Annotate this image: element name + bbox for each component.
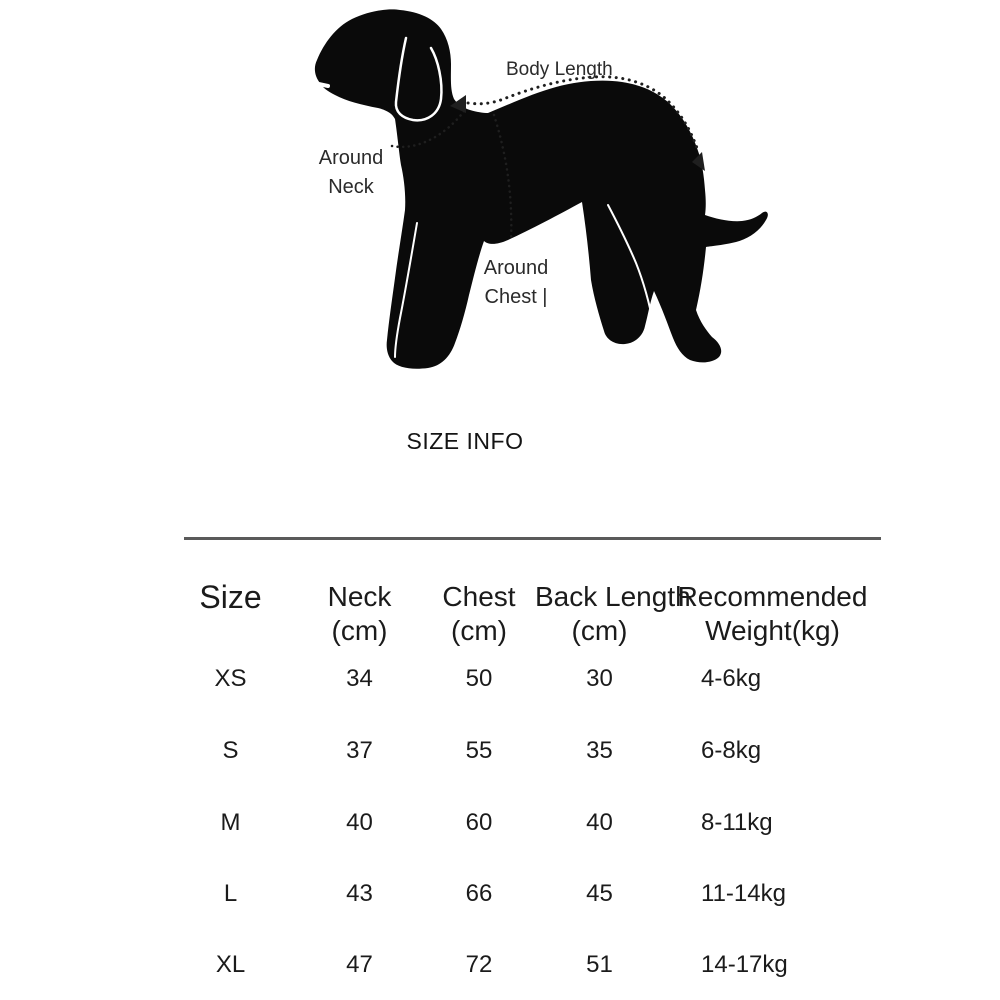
header-neck: Neck (cm) bbox=[327, 581, 392, 646]
table-row-s bbox=[183, 736, 881, 766]
cell-neck: 37 bbox=[346, 737, 373, 764]
size-table bbox=[183, 0, 881, 1000]
table-row-l bbox=[183, 879, 881, 909]
cell-size: M bbox=[220, 809, 241, 836]
cell-size: S bbox=[222, 737, 239, 764]
cell-weight: 6-8kg bbox=[701, 737, 762, 764]
cell-chest: 55 bbox=[465, 737, 493, 764]
cell-weight: 8-11kg bbox=[701, 809, 773, 836]
cell-neck: 43 bbox=[346, 880, 373, 907]
header-recommended-weight: Recommended Weight(kg) bbox=[677, 581, 868, 646]
cell-neck: 40 bbox=[346, 809, 373, 836]
around-chest-label-line2: Chest | bbox=[484, 286, 548, 308]
table-row-m bbox=[183, 808, 881, 838]
cell-size: XL bbox=[215, 951, 246, 978]
around-neck-label-line1: Around bbox=[318, 147, 384, 169]
cell-back-length: 30 bbox=[586, 665, 613, 692]
table-header-row bbox=[183, 580, 881, 648]
cell-chest: 72 bbox=[465, 951, 493, 978]
cell-back-length: 51 bbox=[586, 951, 613, 978]
header-size: Size bbox=[199, 579, 262, 615]
cell-back-length: 45 bbox=[586, 880, 613, 907]
cell-weight: 14-17kg bbox=[701, 951, 788, 978]
header-chest: Chest (cm) bbox=[442, 581, 516, 646]
header-back-length: Back Length (cm) bbox=[535, 581, 691, 646]
around-chest-label-line1: Around bbox=[483, 257, 549, 279]
around-neck-label-line2: Neck bbox=[328, 176, 374, 198]
cell-chest: 50 bbox=[465, 665, 493, 692]
cell-neck: 47 bbox=[346, 951, 373, 978]
size-info-title: SIZE INFO bbox=[406, 428, 524, 454]
cell-back-length: 35 bbox=[586, 737, 613, 764]
cell-size: L bbox=[223, 880, 238, 907]
cell-neck: 34 bbox=[346, 665, 373, 692]
cell-weight: 4-6kg bbox=[701, 665, 762, 692]
cell-back-length: 40 bbox=[586, 809, 613, 836]
cell-chest: 66 bbox=[465, 880, 493, 907]
table-row-xl bbox=[183, 950, 881, 980]
cell-chest: 60 bbox=[465, 809, 493, 836]
body-length-label: Body Length bbox=[506, 59, 613, 80]
table-row-xs bbox=[183, 664, 881, 694]
cell-size: XS bbox=[214, 665, 247, 692]
cell-weight: 11-14kg bbox=[701, 880, 786, 907]
